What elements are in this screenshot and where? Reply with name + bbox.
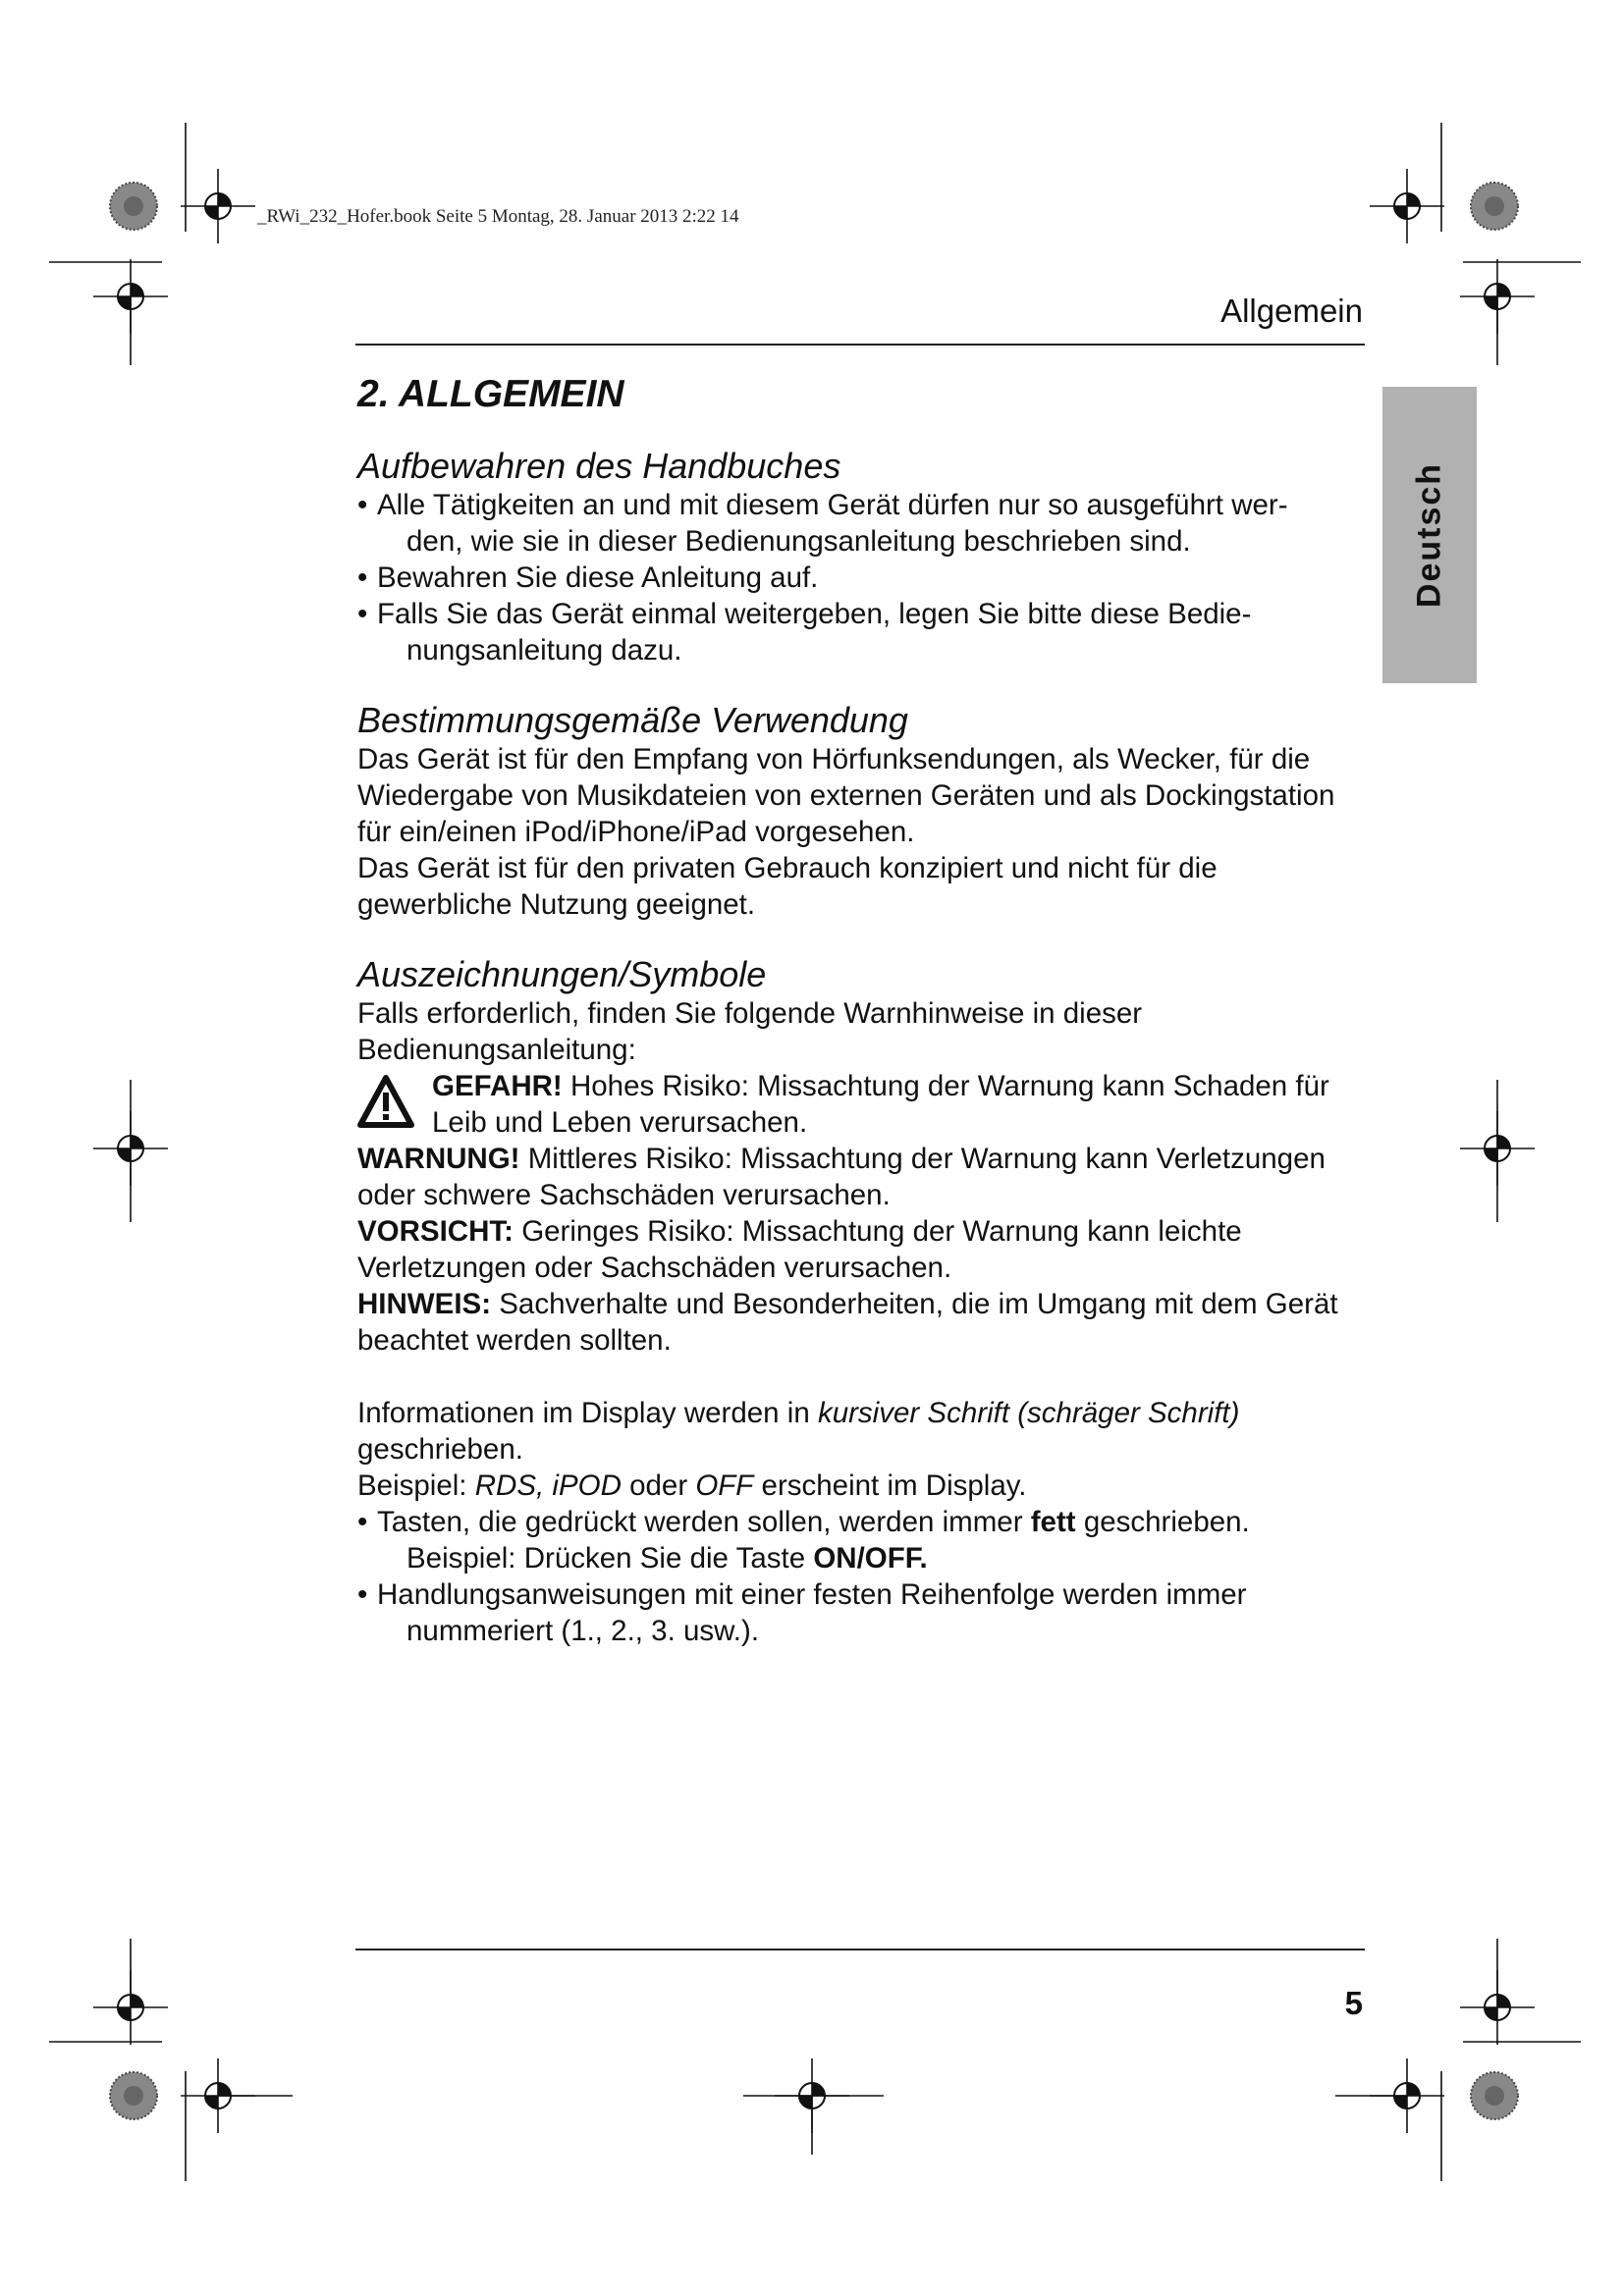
- paragraph: Falls erforderlich, finden Sie folgende Warnhinweise in dieser Bedienungsanleitung:: [357, 997, 1143, 1066]
- registration-cross-icon: [93, 1970, 168, 2045]
- display-info: Informationen im Display werden in kursiver Schrift (schräger Schrift) geschrieben.: [357, 1397, 1240, 1466]
- print-info: _RWi_232_Hofer.book Seite 5 Montag, 28. Januar 2013 2:22 14: [257, 206, 739, 227]
- paragraph: Das Gerät ist für den privaten Gebrauch konzipiert und nicht für die gewerbliche Nutzung geeignet.: [357, 852, 1218, 921]
- danger-label: GEFAHR!: [432, 1070, 563, 1102]
- list-item: • Bewahren Sie diese Anleitung auf.: [357, 560, 1367, 596]
- header-rule: [355, 344, 1365, 346]
- paragraph: Das Gerät ist für den Empfang von Hörfunksendungen, als Wecker, für die Wiedergabe von Musikdateien von externen Geräten und als Dockingstation für ein/einen iPod/iPhone/iPad vorgesehen.: [357, 743, 1335, 848]
- hint-notice: HINWEIS: Sachverhalte und Besonderheiten, die im Umgang mit dem Gerät beachtet werden sollten.: [357, 1288, 1338, 1357]
- registration-star-icon: [1471, 2072, 1518, 2119]
- section-symbols: [357, 954, 1367, 1649]
- list-item: • Tasten, die gedrückt werden sollen, werden immer fett geschrieben. Beispiel: Drücken Sie die Taste ON/OFF.: [357, 1504, 1367, 1576]
- language-tab-label: Deutsch: [1410, 461, 1448, 609]
- bullet-list: [357, 487, 1367, 668]
- warning-triangle-icon: [357, 1074, 414, 1129]
- registration-star-icon: [1471, 183, 1518, 230]
- list-item: • Handlungsanweisungen mit einer festen Reihenfolge werden immer nummeriert (1., 2., 3. usw.).: [357, 1576, 1367, 1649]
- registration-star-icon: [110, 183, 157, 230]
- registration-cross-icon: [181, 169, 255, 243]
- section-intended-use: [357, 700, 1367, 923]
- list-item: • Falls Sie das Gerät einmal weitergeben, legen Sie bitte diese Bedie- nungsanleitung dazu.: [357, 596, 1367, 668]
- running-head: Allgemein: [1220, 293, 1363, 329]
- warning-notice: WARNUNG! Mittleres Risiko: Missachtung der Warnung kann Verletzungen oder schwere Sachschäden verursachen.: [357, 1143, 1326, 1211]
- section-storage: [357, 446, 1367, 668]
- page-number: 5: [1344, 1985, 1363, 2021]
- footer-rule: [355, 1949, 1365, 1950]
- bullet-list: [357, 1504, 1367, 1649]
- registration-cross-icon: [1370, 169, 1444, 243]
- section-heading: Bestimmungsgemäße Verwendung: [357, 700, 908, 740]
- caution-notice: VORSICHT: Geringes Risiko: Missachtung der Warnung kann leichte Verletzungen oder Sachschäden verursachen.: [357, 1215, 1242, 1284]
- language-tab: [1382, 387, 1477, 683]
- section-heading: Auszeichnungen/Symbole: [357, 954, 767, 994]
- danger-notice: GEFAHR! Hohes Risiko: Missachtung der Warnung kann Schaden für Leib und Leben verursachen.: [357, 1068, 1367, 1141]
- registration-cross-icon: [1460, 1970, 1535, 2045]
- section-heading: Aufbewahren des Handbuches: [357, 446, 841, 486]
- chapter-title: 2. ALLGEMEIN: [357, 373, 624, 415]
- registration-star-icon: [110, 2072, 157, 2119]
- list-item: • Alle Tätigkeiten an und mit diesem Gerät dürfen nur so ausgeführt wer- den, wie sie in dieser Bedienungsanleitung beschrieben sind.: [357, 487, 1367, 560]
- display-example: Beispiel: RDS, iPOD oder OFF erscheint im Display.: [357, 1469, 1027, 1502]
- page-content: [357, 371, 1367, 1681]
